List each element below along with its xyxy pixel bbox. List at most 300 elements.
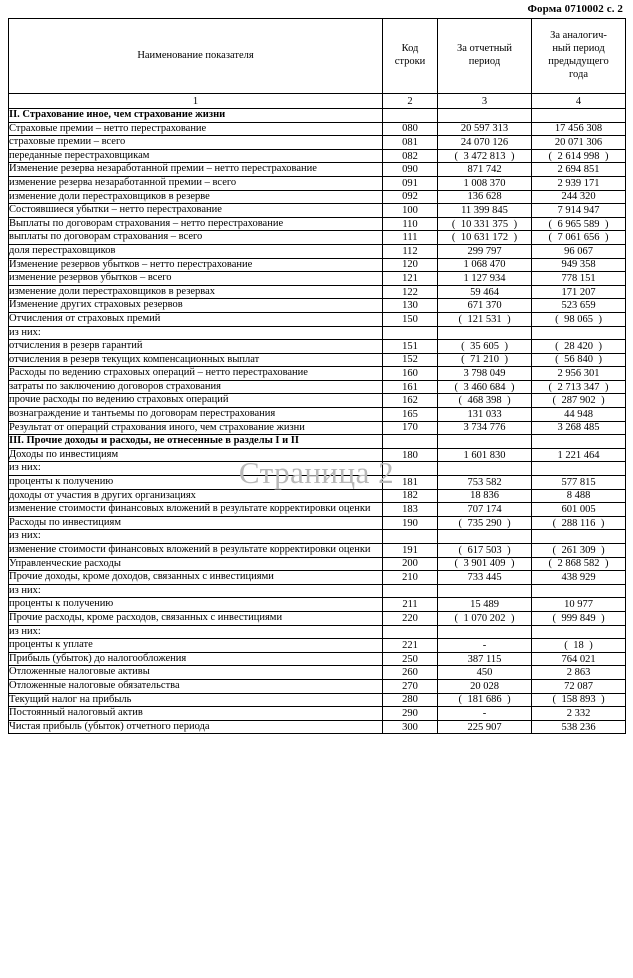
row-code: 181 [383, 476, 438, 490]
row-code: 120 [383, 258, 438, 272]
row-label: Отчисления от страховых премий [9, 312, 383, 326]
row-previous-period-value: 538 236 [561, 721, 596, 733]
table-row [9, 544, 626, 558]
table-section-row [9, 109, 626, 123]
row-previous-period-value: 96 067 [564, 245, 593, 257]
row-current-period-value: ( 10 331 375 ) [452, 219, 517, 230]
row-previous-period [532, 217, 626, 231]
row-previous-period-value: 17 456 308 [554, 123, 603, 135]
column-header-code-line2: строки [394, 56, 426, 67]
page-watermark: Страница 2 [238, 455, 395, 490]
column-header-prev-line2: ный период [552, 43, 605, 55]
table-row [9, 693, 626, 707]
row-current-period [438, 666, 532, 680]
row-previous-period [532, 421, 626, 435]
table-row [9, 394, 626, 408]
table-row [9, 421, 626, 435]
row-previous-period [532, 258, 626, 272]
row-previous-period-value: ( 7 061 656 ) [549, 232, 609, 243]
row-previous-period-value: 1 221 464 [557, 449, 600, 461]
row-current-period-value: ( 3 460 684 ) [455, 382, 515, 393]
row-code: 122 [383, 285, 438, 299]
row-current-period-value: - [482, 639, 487, 651]
row-previous-period [532, 204, 626, 218]
row-label: Изменение других страховых резервов [9, 299, 383, 313]
row-current-period [438, 598, 532, 612]
row-current-period-value: 871 742 [467, 164, 502, 176]
row-previous-period-value: ( 158 893 ) [552, 694, 604, 705]
row-current-period [438, 163, 532, 177]
row-current-period [438, 231, 532, 245]
row-code: 183 [383, 503, 438, 517]
row-code: 210 [383, 571, 438, 585]
table-row [9, 557, 626, 571]
row-previous-period-value: 438 929 [561, 571, 596, 583]
row-label: из них: [9, 625, 383, 639]
row-current-period-value: 136 628 [467, 191, 502, 203]
row-current-period-value: 3 798 049 [463, 368, 506, 380]
row-current-period-value: ( 1 070 202 ) [455, 613, 515, 624]
row-previous-period-value: 10 977 [564, 599, 593, 611]
row-previous-period-value: ( 287 902 ) [552, 395, 604, 406]
row-current-period [438, 367, 532, 381]
row-previous-period [532, 679, 626, 693]
row-label: Постоянный налоговый актив [9, 707, 383, 721]
row-current-period [438, 544, 532, 558]
row-previous-period [532, 353, 626, 367]
table-row [9, 584, 626, 598]
row-label: Прибыль (убыток) до налогообложения [9, 652, 383, 666]
row-current-period-value: 24 070 126 [460, 136, 509, 148]
row-previous-period [532, 312, 626, 326]
row-previous-period [532, 367, 626, 381]
row-current-period [438, 244, 532, 258]
row-previous-period [532, 272, 626, 286]
row-previous-period-value: 44 948 [564, 408, 593, 420]
row-current-period [438, 217, 532, 231]
row-previous-period-value: ( 999 849 ) [552, 613, 604, 624]
row-previous-period [532, 571, 626, 585]
row-current-period-value: 18 836 [470, 490, 499, 502]
row-code: 200 [383, 557, 438, 571]
table-row [9, 666, 626, 680]
row-current-period-value: 225 907 [467, 721, 502, 733]
table-section-row [9, 435, 626, 449]
form-number: Форма 0710002 с. 2 [527, 3, 623, 15]
row-previous-period [532, 476, 626, 490]
row-code: 100 [383, 204, 438, 218]
row-current-period [438, 557, 532, 571]
column-number-prev: 4 [532, 94, 626, 109]
row-previous-period [532, 136, 626, 150]
row-current-period [438, 408, 532, 422]
row-previous-period-value: 2 332 [566, 707, 591, 719]
row-code: 130 [383, 299, 438, 313]
row-current-period [438, 462, 532, 476]
table-row [9, 149, 626, 163]
row-label: III. Прочие доходы и расходы, не отнесенные в разделы I и II [9, 435, 383, 449]
row-previous-period-value: ( 288 116 ) [553, 518, 605, 529]
row-label: Прочие расходы, кроме расходов, связанных с инвестициями [9, 611, 383, 625]
row-previous-period [532, 435, 626, 449]
column-header-code [383, 19, 438, 94]
row-previous-period-value: ( 261 309 ) [552, 545, 604, 556]
row-code: 165 [383, 408, 438, 422]
table-row [9, 707, 626, 721]
row-previous-period-value: ( 2 868 582 ) [549, 558, 609, 569]
row-label: Текущий налог на прибыль [9, 693, 383, 707]
row-code: 121 [383, 272, 438, 286]
column-header-name: Наименование показателя [9, 19, 383, 94]
row-current-period [438, 299, 532, 313]
row-previous-period [532, 611, 626, 625]
row-code: 170 [383, 421, 438, 435]
row-current-period-value: 20 597 313 [460, 123, 509, 135]
row-label: из них: [9, 326, 383, 340]
table-row [9, 720, 626, 734]
row-code: 092 [383, 190, 438, 204]
row-current-period-value: 387 115 [467, 653, 502, 665]
row-current-period [438, 530, 532, 544]
row-previous-period [532, 584, 626, 598]
table-row [9, 244, 626, 258]
row-current-period [438, 652, 532, 666]
row-label: Прочие доходы, кроме доходов, связанных с инвестициями [9, 571, 383, 585]
row-current-period [438, 176, 532, 190]
row-previous-period [532, 666, 626, 680]
row-code: 080 [383, 122, 438, 136]
row-previous-period-value: ( 6 965 589 ) [549, 219, 609, 230]
row-current-period-value: ( 35 605 ) [461, 341, 508, 352]
row-previous-period [532, 176, 626, 190]
table-row [9, 367, 626, 381]
row-current-period [438, 353, 532, 367]
row-previous-period [532, 720, 626, 734]
row-current-period [438, 571, 532, 585]
row-current-period [438, 435, 532, 449]
row-code: 110 [383, 217, 438, 231]
row-previous-period-value: 20 071 306 [554, 136, 603, 148]
row-current-period-value: ( 617 503 ) [458, 545, 510, 556]
row-label: изменение стоимости финансовых вложений в результате корректировки оценки [9, 544, 383, 558]
row-previous-period-value: 2 956 301 [557, 368, 600, 380]
row-code [383, 435, 438, 449]
row-previous-period-value: ( 56 840 ) [555, 354, 602, 365]
table-row [9, 380, 626, 394]
row-current-period [438, 476, 532, 490]
row-label: Выплаты по договорам страхования – нетто перестрахование [9, 217, 383, 231]
row-current-period [438, 340, 532, 354]
column-header-code-line1: Код [401, 43, 419, 55]
row-previous-period [532, 544, 626, 558]
row-current-period [438, 584, 532, 598]
row-previous-period [532, 231, 626, 245]
row-code: 221 [383, 639, 438, 653]
row-previous-period-value: 8 488 [566, 490, 591, 502]
row-code: 211 [383, 598, 438, 612]
row-previous-period-value: 72 087 [564, 680, 593, 692]
row-current-period [438, 679, 532, 693]
row-previous-period [532, 244, 626, 258]
row-current-period-value: ( 3 472 813 ) [455, 151, 515, 162]
row-previous-period-value: 577 815 [561, 476, 596, 488]
row-current-period-value: ( 181 686 ) [458, 694, 510, 705]
row-current-period-value: ( 468 398 ) [458, 395, 510, 406]
column-header-current-period [438, 19, 532, 94]
row-current-period [438, 122, 532, 136]
row-label: изменение резерва незаработанной премии – всего [9, 176, 383, 190]
row-current-period-value: ( 71 210 ) [461, 354, 508, 365]
row-previous-period [532, 285, 626, 299]
row-code [383, 530, 438, 544]
row-previous-period-value: 3 268 485 [557, 422, 600, 434]
row-label: вознаграждение и тантьемы по договорам перестрахования [9, 408, 383, 422]
table-row [9, 408, 626, 422]
row-code: 112 [383, 244, 438, 258]
row-previous-period [532, 503, 626, 517]
column-header-prev-line4: года [569, 68, 588, 80]
row-current-period-value: 753 582 [467, 476, 502, 488]
row-code: 151 [383, 340, 438, 354]
row-current-period [438, 625, 532, 639]
row-label: Расходы по инвестициям [9, 516, 383, 530]
row-previous-period [532, 380, 626, 394]
row-label: Управленческие расходы [9, 557, 383, 571]
row-current-period-value: - [482, 707, 487, 719]
row-previous-period [532, 516, 626, 530]
row-code: 152 [383, 353, 438, 367]
row-previous-period-value: ( 18 ) [564, 640, 593, 651]
column-header-prev-line1: За аналогич- [550, 30, 607, 42]
row-code: 300 [383, 720, 438, 734]
row-current-period [438, 639, 532, 653]
row-current-period [438, 326, 532, 340]
row-previous-period-value: 2 863 [566, 667, 591, 679]
row-code: 111 [383, 231, 438, 245]
column-header-previous-period [532, 19, 626, 94]
row-label: изменение доли перестраховщиков в резервах [9, 285, 383, 299]
row-label: изменение стоимости финансовых вложений в результате корректировки оценки [9, 503, 383, 517]
table-row [9, 204, 626, 218]
row-code: 270 [383, 679, 438, 693]
row-previous-period [532, 326, 626, 340]
column-number-row [9, 94, 626, 109]
table-row [9, 340, 626, 354]
row-current-period [438, 394, 532, 408]
row-current-period [438, 109, 532, 123]
row-current-period [438, 149, 532, 163]
row-current-period-value: 1 068 470 [463, 259, 506, 271]
row-label: прочие расходы по ведению страховых операций [9, 394, 383, 408]
row-previous-period [532, 190, 626, 204]
row-current-period-value: 671 370 [467, 300, 502, 312]
row-label: Доходы по инвестициям [9, 448, 383, 462]
row-previous-period [532, 394, 626, 408]
row-code [383, 584, 438, 598]
row-current-period [438, 272, 532, 286]
row-current-period [438, 707, 532, 721]
row-current-period-value: 1 127 934 [463, 272, 506, 284]
row-previous-period-value: 2 939 171 [557, 177, 600, 189]
row-label: изменение доли перестраховщиков в резерве [9, 190, 383, 204]
row-current-period [438, 421, 532, 435]
table-row [9, 190, 626, 204]
row-previous-period-value: 7 914 947 [557, 204, 600, 216]
row-previous-period [532, 598, 626, 612]
row-label: отчисления в резерв гарантий [9, 340, 383, 354]
table-row [9, 476, 626, 490]
row-code: 180 [383, 448, 438, 462]
row-label: изменение резервов убытков – всего [9, 272, 383, 286]
row-previous-period [532, 149, 626, 163]
table-row [9, 530, 626, 544]
row-code [383, 625, 438, 639]
row-previous-period-value: 764 021 [561, 653, 596, 665]
row-current-period [438, 448, 532, 462]
row-previous-period-value: 244 320 [561, 191, 596, 203]
table-row [9, 611, 626, 625]
row-current-period-value: ( 3 901 409 ) [455, 558, 515, 569]
table-row [9, 272, 626, 286]
row-current-period [438, 693, 532, 707]
row-current-period [438, 136, 532, 150]
row-current-period-value: 707 174 [467, 504, 502, 516]
row-current-period-value: 20 028 [470, 680, 499, 692]
row-label: отчисления в резерв текущих компенсационных выплат [9, 353, 383, 367]
row-previous-period [532, 163, 626, 177]
table-row [9, 136, 626, 150]
row-previous-period [532, 408, 626, 422]
row-current-period [438, 516, 532, 530]
column-number-name: 1 [9, 94, 383, 109]
column-header-current-line1: За отчетный [456, 43, 513, 55]
row-previous-period-value: ( 28 420 ) [555, 341, 602, 352]
row-code: 091 [383, 176, 438, 190]
row-label: Расходы по ведению страховых операций – нетто перестрахование [9, 367, 383, 381]
row-previous-period [532, 625, 626, 639]
row-current-period-value: ( 735 290 ) [458, 518, 510, 529]
table-row [9, 639, 626, 653]
column-number-code: 2 [383, 94, 438, 109]
row-label: Изменение резерва незаработанной премии – нетто перестрахование [9, 163, 383, 177]
row-label: проценты к получению [9, 598, 383, 612]
row-code: 191 [383, 544, 438, 558]
row-label: Страховые премии – нетто перестрахование [9, 122, 383, 136]
table-row [9, 285, 626, 299]
table-row [9, 503, 626, 517]
row-previous-period-value: 601 005 [561, 504, 596, 516]
row-code: 290 [383, 707, 438, 721]
row-previous-period [532, 340, 626, 354]
row-label: доля перестраховщиков [9, 244, 383, 258]
row-current-period [438, 312, 532, 326]
row-code: 160 [383, 367, 438, 381]
table-row [9, 679, 626, 693]
row-previous-period-value: ( 2 614 998 ) [549, 151, 609, 162]
table-row [9, 231, 626, 245]
row-current-period [438, 503, 532, 517]
row-previous-period [532, 639, 626, 653]
row-current-period-value: 3 734 776 [463, 422, 506, 434]
table-row [9, 462, 626, 476]
row-current-period [438, 611, 532, 625]
row-code: 090 [383, 163, 438, 177]
row-previous-period [532, 299, 626, 313]
row-previous-period [532, 530, 626, 544]
table-row [9, 353, 626, 367]
table-row [9, 258, 626, 272]
row-label: из них: [9, 462, 383, 476]
row-previous-period-value: 523 659 [561, 300, 596, 312]
table-row [9, 163, 626, 177]
table-row [9, 652, 626, 666]
row-label: Чистая прибыль (убыток) отчетного периода [9, 720, 383, 734]
row-previous-period [532, 462, 626, 476]
row-previous-period-value: 2 694 851 [557, 164, 600, 176]
table-body [9, 109, 626, 734]
row-code: 182 [383, 489, 438, 503]
row-label: проценты к уплате [9, 639, 383, 653]
financial-statement-table [8, 18, 626, 734]
row-current-period [438, 204, 532, 218]
row-label: затраты по заключению договоров страхования [9, 380, 383, 394]
table-row [9, 326, 626, 340]
row-label: из них: [9, 584, 383, 598]
row-current-period [438, 489, 532, 503]
table-row [9, 598, 626, 612]
table-header-row [9, 19, 626, 94]
column-header-prev-line3: предыдущего [548, 56, 609, 67]
row-code: 081 [383, 136, 438, 150]
row-previous-period [532, 489, 626, 503]
row-label: Отложенные налоговые обязательства [9, 679, 383, 693]
column-header-current-line2: период [468, 56, 501, 67]
row-current-period-value: 299 797 [467, 245, 502, 257]
row-label: доходы от участия в других организациях [9, 489, 383, 503]
row-label: Отложенные налоговые активы [9, 666, 383, 680]
row-previous-period [532, 707, 626, 721]
row-current-period [438, 258, 532, 272]
row-current-period-value: 733 445 [467, 571, 502, 583]
row-label: выплаты по договорам страхования – всего [9, 231, 383, 245]
row-previous-period [532, 109, 626, 123]
row-code: 220 [383, 611, 438, 625]
row-label: из них: [9, 530, 383, 544]
row-label: проценты к получению [9, 476, 383, 490]
row-previous-period-value: ( 98 065 ) [555, 314, 602, 325]
table-row [9, 122, 626, 136]
row-label: переданные перестраховщикам [9, 149, 383, 163]
column-number-current: 3 [438, 94, 532, 109]
row-current-period-value: 450 [476, 667, 493, 679]
row-current-period [438, 190, 532, 204]
row-label: Состоявшиеся убытки – нетто перестрахование [9, 204, 383, 218]
table-row [9, 571, 626, 585]
row-current-period-value: 1 008 370 [463, 177, 506, 189]
table-row [9, 217, 626, 231]
row-current-period [438, 720, 532, 734]
table-row [9, 516, 626, 530]
row-previous-period [532, 652, 626, 666]
row-label: II. Страхование иное, чем страхование жизни [9, 109, 383, 123]
row-code: 162 [383, 394, 438, 408]
row-previous-period [532, 557, 626, 571]
row-current-period-value: 59 464 [470, 286, 499, 298]
row-code [383, 326, 438, 340]
table-row [9, 312, 626, 326]
row-current-period-value: 1 601 830 [463, 449, 506, 461]
row-previous-period-value: 171 207 [561, 286, 596, 298]
